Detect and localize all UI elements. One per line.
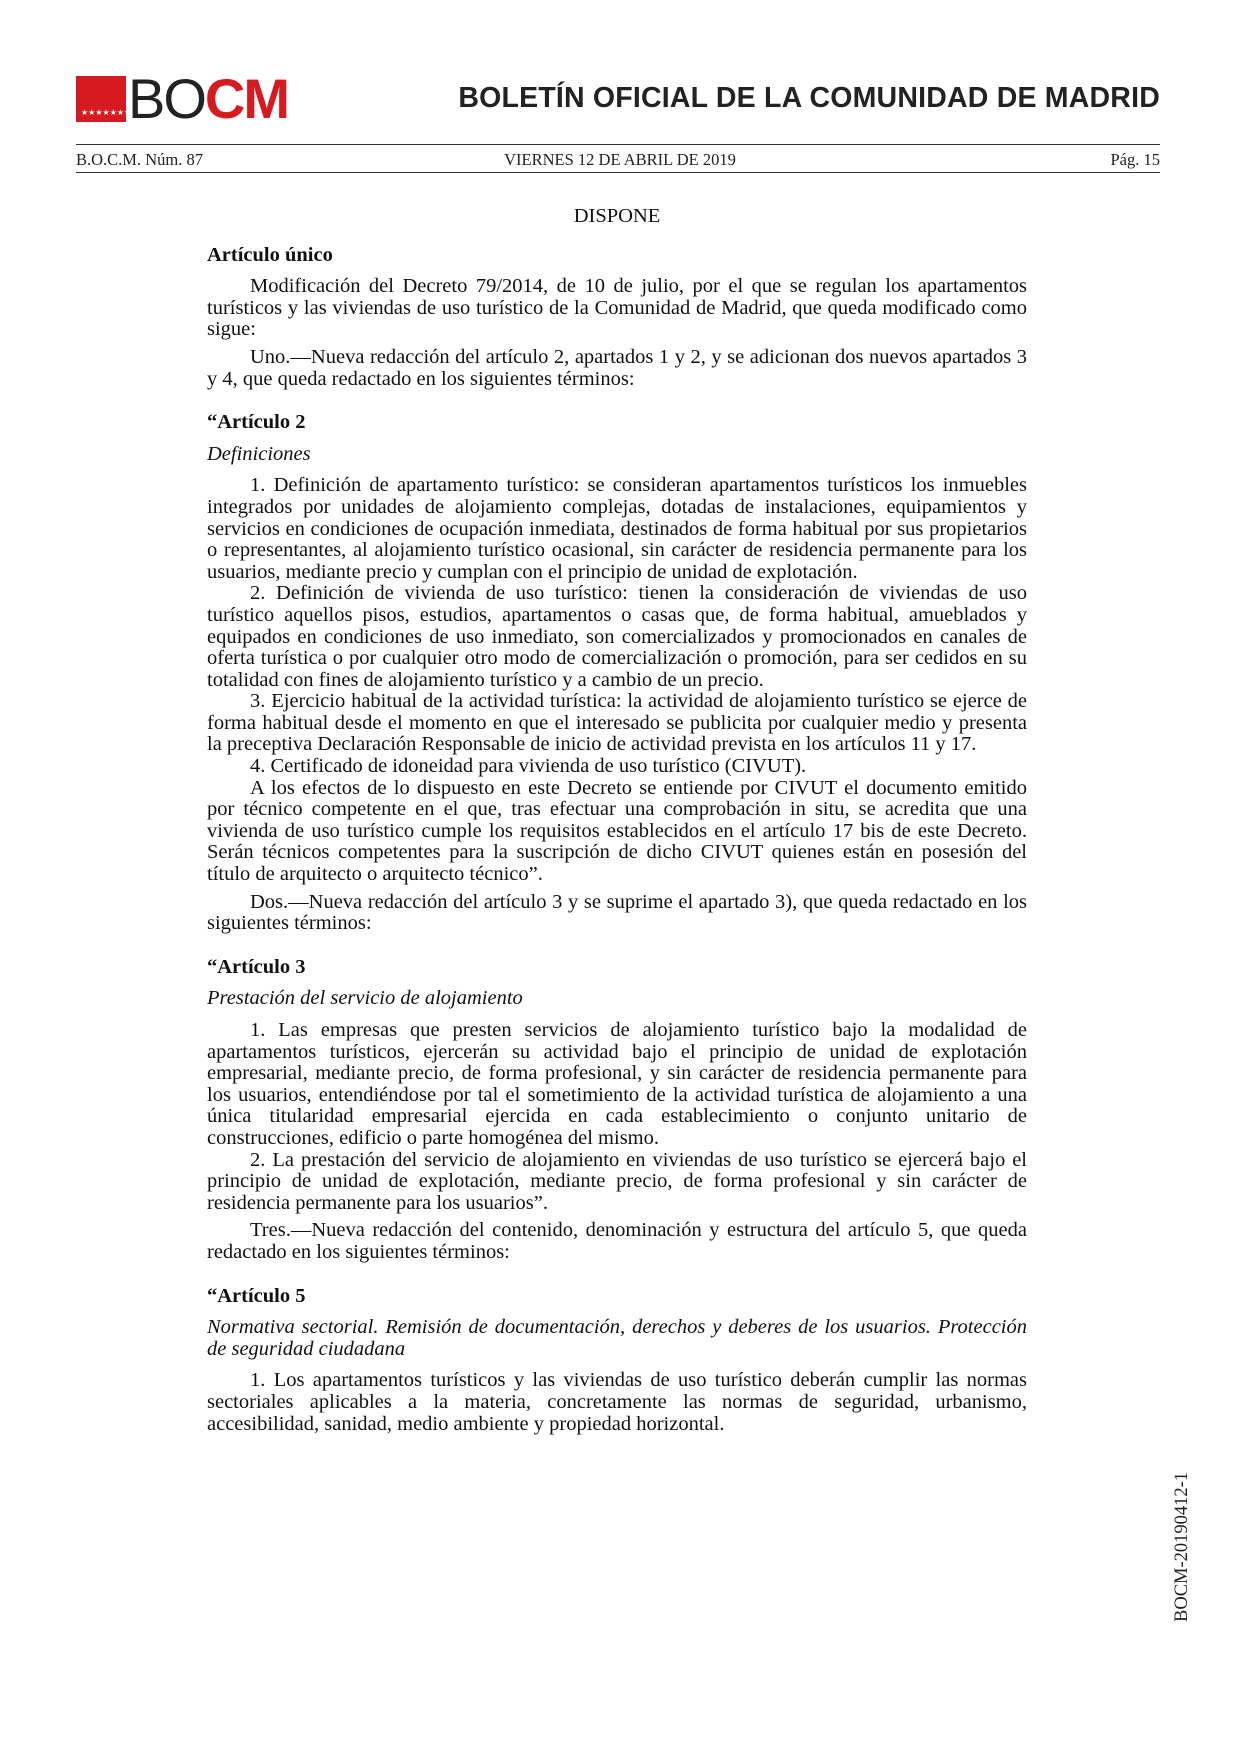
madrid-flag-icon [76, 76, 132, 122]
masthead-title: BOLETÍN OFICIAL DE LA COMUNIDAD DE MADRID [458, 82, 1160, 114]
uno-paragraph: Uno.—Nueva redacción del artículo 2, apartados 1 y 2, y se adicionan dos nuevos apartados 3 y 4, que queda redactado en los siguientes términos: [207, 345, 1027, 390]
logo-stars: ★★★★★★★ [81, 108, 132, 117]
article-3-title: Prestación del servicio de alojamiento [207, 987, 523, 1010]
issue-number: B.O.C.M. Núm. 87 [76, 150, 203, 169]
articulo-unico-heading: Artículo único [207, 243, 333, 266]
article-2-heading: “Artículo 2 [207, 411, 306, 434]
page-number: Pág. 15 [1110, 150, 1160, 169]
article-3-item: 1. Las empresas que presten servicios de alojamiento turístico bajo la modalidad de apartamentos turísticos, ejercerán su actividad bajo el principio de unidad de explotación empresarial, mediante precio, de forma profesional, y sin carácter de residencia permanente para los usuarios, entendiéndose por tal el sometimiento de la actividad turística de alojamiento a una única titularidad empresarial ejercida en cada establecimiento o conjunto unitario de construcciones, edificio o parte homogénea del mismo. [207, 1019, 1027, 1149]
logo-text-bo: BO [128, 67, 205, 130]
article-5-title: Normativa sectorial. Remisión de documentación, derechos y deberes de los usuarios. Protección de seguridad ciudadana [207, 1316, 1027, 1360]
article-3-item: 2. La prestación del servicio de alojamiento en viviendas de uso turístico se ejercerá bajo el principio de unidad de explotación, mediante precio, de forma profesional y sin carácter de residencia permanente para los usuarios”. [207, 1148, 1027, 1214]
article-2-item: 1. Definición de apartamento turístico: se consideran apartamentos turísticos los inmuebles integrados por unidades de alojamiento complejas, dotadas de instalaciones, equipamientos y servicios en condiciones de ocupación inmediata, destinados de forma habitual por sus propietarios o representantes, al alojamiento turístico ocasional, sin carácter de residencia permanente para los usuarios, mediante precio y cumplan con el principio de unidad de explotación. [207, 474, 1027, 583]
article-2-title: Definiciones [207, 442, 311, 465]
article-2-item: A los efectos de lo dispuesto en este Decreto se entiende por CIVUT el documento emitido por técnico competente en el que, tras efectuar una comprobación in situ, se acredita que una vivienda de uso turístico cumple los requisitos establecidos en el artículo 17 bis de este Decreto. Serán técnicos competentes para la suscripción de dicho CIVUT quienes están en posesión del título de arquitecto o arquitecto técnico”. [207, 776, 1027, 886]
dos-paragraph: Dos.—Nueva redacción del artículo 3 y se suprime el apartado 3), que queda redactado en los siguientes términos: [207, 890, 1027, 935]
bocm-logo [76, 67, 289, 130]
article-3-heading: “Artículo 3 [207, 955, 306, 978]
dispone-heading: DISPONE [573, 205, 661, 227]
article-5-heading: “Artículo 5 [207, 1284, 306, 1307]
article-2-item: 2. Definición de vivienda de uso turístico: tienen la consideración de viviendas de uso turístico aquellos pisos, estudios, apartamentos o casas que, de forma habitual, amueblados y equipados en condiciones de uso inmediato, son comercializados y promocionados en canales de oferta turística o por cualquier otro modo de comercialización o promoción, para ser cedidos en su totalidad con fines de alojamiento turístico y a cambio de un precio. [207, 582, 1027, 691]
article-5-item: 1. Los apartamentos turísticos y las viviendas de uso turístico deberán cumplir las normas sectoriales aplicables a la materia, concretamente las normas de seguridad, urbanismo, accesibilidad, sanidad, medio ambiente y propiedad horizontal. [207, 1369, 1027, 1435]
article-2-item: 4. Certificado de idoneidad para vivienda de uso turístico (CIVUT). [250, 755, 807, 778]
tres-paragraph: Tres.—Nueva redacción del contenido, denominación y estructura del artículo 5, que queda redactado en los siguientes términos: [207, 1219, 1027, 1263]
intro-paragraph: Modificación del Decreto 79/2014, de 10 de julio, por el que se regulan los apartamentos turísticos y las viviendas de uso turístico de la Comunidad de Madrid, que queda modificado como sigue: [207, 275, 1027, 341]
header-rule-top [76, 144, 1160, 145]
bocm-document-code: BOCM-20190412-1 [1172, 1471, 1192, 1622]
document-body [207, 206, 1027, 1435]
issue-date: VIERNES 12 DE ABRIL DE 2019 [504, 150, 736, 169]
logo-wordmark [128, 67, 289, 130]
header-rule-bottom [76, 172, 1160, 173]
article-2-item: 3. Ejercicio habitual de la actividad turística: la actividad de alojamiento turístico se ejerce de forma habitual desde el momento en que el interesado se publicita por cualquier medio y presenta la preceptiva Declaración Responsable de inicio de actividad prevista en los artículos 11 y 17. [207, 690, 1027, 756]
logo-text-cm: CM [204, 67, 289, 130]
